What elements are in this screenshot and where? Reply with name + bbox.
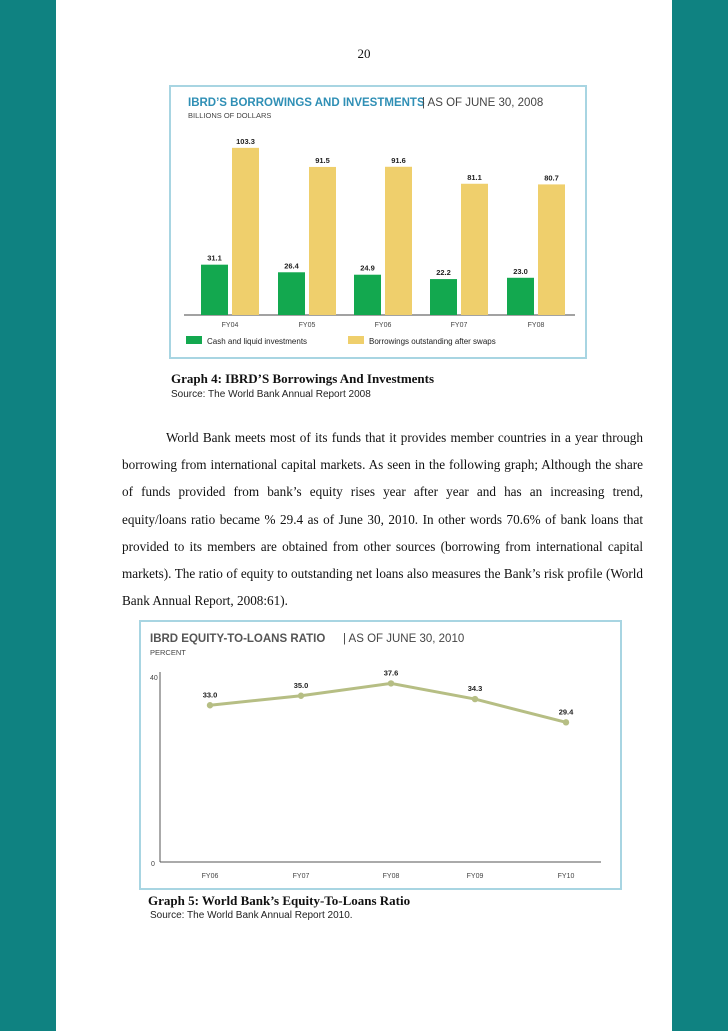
data-point-fy07 [298,693,304,699]
chart-subtitle: | AS OF JUNE 30, 2010 [343,633,465,645]
y-axis-unit: BILLIONS OF DOLLARS [188,111,272,120]
data-label: 35.0 [293,680,309,690]
x-tick-label: FY05 [298,322,316,329]
data-label: 22.2 [436,268,451,278]
x-tick-label: FY08 [382,873,400,880]
data-point-fy06 [207,702,213,708]
graph4-caption: Graph 4: IBRD’S Borrowings And Investments [171,371,435,386]
bar-borrowings-fy05 [309,167,336,315]
data-label: 29.4 [558,707,574,717]
bar-borrowings-fy08 [538,184,565,315]
bar-borrowings-fy04 [232,148,259,315]
x-tick-label: FY08 [527,322,545,329]
data-point-fy10 [563,719,569,725]
graph5-source: Source: The World Bank Annual Report 2010. [150,910,353,921]
bar-borrowings-fy06 [385,167,412,315]
borrowings-investments-chart [169,85,587,359]
chart-title: IBRD EQUITY-TO-LOANS RATIO [150,633,326,645]
x-tick-label: FY09 [466,873,484,880]
line-chart-svg [141,622,620,888]
x-tick-label: FY06 [374,322,392,329]
bar-borrowings-fy07 [461,184,488,315]
data-point-fy08 [388,680,394,686]
y-tick-label-top: 40 [150,675,158,682]
page-number: 20 [357,46,371,61]
x-tick-label: FY07 [450,322,468,329]
left-page-band [0,0,56,1031]
ratio-line [210,680,566,722]
legend-swatch-borrowings [348,336,364,344]
legend-label-cash: Cash and liquid investments [207,337,308,346]
x-tick-label: FY10 [557,873,575,880]
right-page-band [672,0,728,1031]
x-tick-label: FY04 [221,322,239,329]
data-label: 91.5 [315,155,330,165]
data-label: 34.3 [467,684,483,694]
data-label: 24.9 [360,263,375,273]
data-label: 91.6 [391,155,406,165]
y-tick-label-zero: 0 [151,861,155,868]
bar-chart-svg [171,87,585,357]
data-point-fy09 [472,696,478,702]
bar-cash-fy07 [430,279,457,315]
legend-swatch-cash [186,336,202,344]
bar-cash-fy05 [278,272,305,315]
data-label: 103.3 [236,136,255,146]
data-label: 81.1 [467,172,482,182]
data-label: 31.1 [207,253,222,263]
data-label: 26.4 [284,261,299,271]
data-label: 80.7 [544,173,559,183]
legend-label-borrowings: Borrowings outstanding after swaps [369,337,496,346]
bar-cash-fy08 [507,278,534,315]
graph5-caption: Graph 5: World Bank’s Equity-To-Loans Ratio [148,893,411,908]
y-axis-unit: PERCENT [150,648,186,657]
x-tick-label: FY06 [201,873,219,880]
body-paragraph [122,424,643,614]
bar-cash-fy04 [201,265,228,315]
data-label: 37.6 [383,668,399,678]
equity-to-loans-chart [139,620,622,890]
paragraph-text: World Bank meets most of its funds that it provides member countries in a year through borrowing from international capital markets. As seen in the following graph; Although the share of funds provided from bank’s equity rises year after year and has an increasing trend, equity/loans ratio became % 29.4 as of June 30, 2010. In other words 70.6% of bank loans that provided to its members are obtained from other sources (borrowing from international capital markets). The ratio of equity to outstanding net loans also measures the Bank’s risk profile (World Bank Annual Report, 2008:61). [122,430,643,609]
data-label: 33.0 [202,690,218,700]
data-label: 23.0 [513,266,528,276]
x-tick-label: FY07 [292,873,310,880]
bar-cash-fy06 [354,275,381,315]
graph4-source: Source: The World Bank Annual Report 2008 [171,389,371,400]
chart-title: IBRD’S BORROWINGS AND INVESTMENTS [188,97,425,109]
chart-subtitle: | AS OF JUNE 30, 2008 [422,97,544,109]
